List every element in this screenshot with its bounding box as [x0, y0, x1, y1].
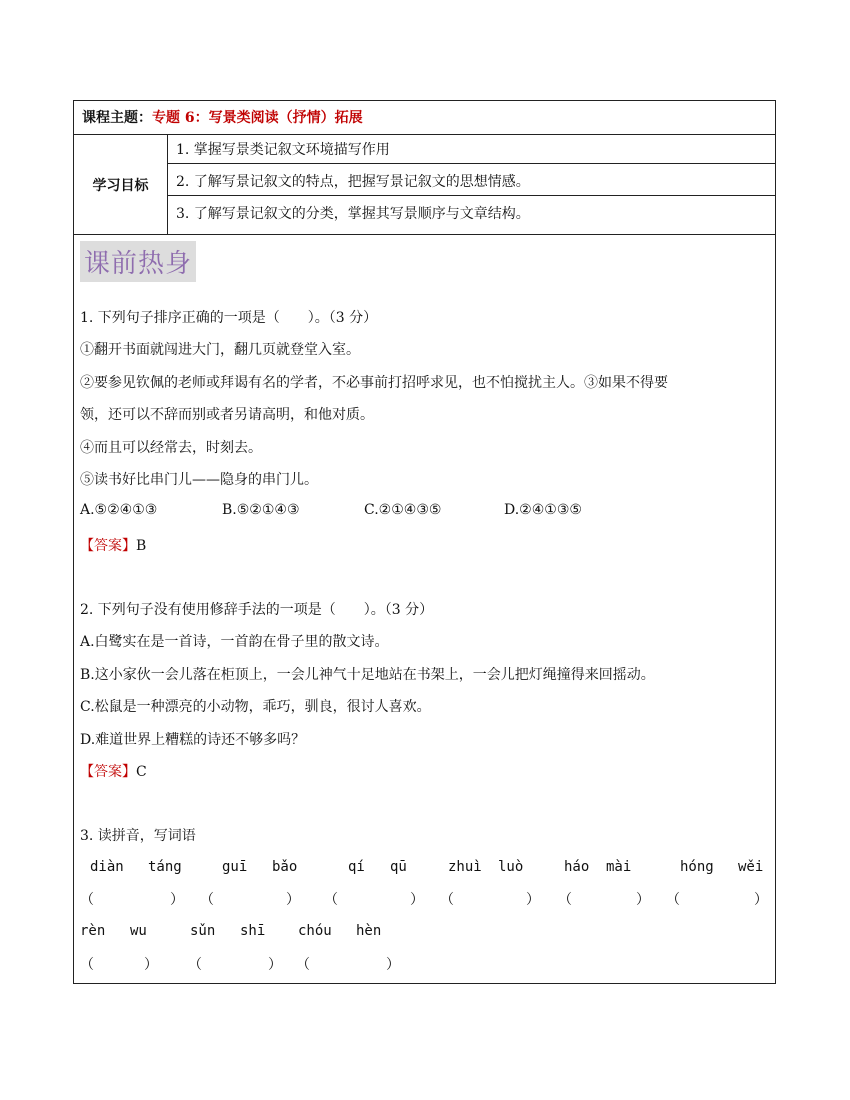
pinyin-syllable: qū — [390, 859, 407, 875]
course-topic — [82, 107, 363, 127]
answer-blank-open: （ — [324, 892, 338, 908]
pinyin-syllable: chóu — [298, 923, 332, 939]
answer-blank-close: ） — [268, 957, 282, 973]
answer-blank-open: （ — [188, 957, 202, 973]
answer-blank-close: ） — [636, 892, 650, 908]
q3-stem: 3. 读拼音，写词语 — [80, 828, 196, 844]
q1-option-a: A.⑤②④①③ — [80, 502, 158, 518]
topic-row — [74, 101, 775, 135]
goal-divider — [168, 163, 775, 164]
q2-answer — [80, 761, 147, 781]
pinyin-syllable: hèn — [356, 923, 382, 939]
goal-item: 3. 了解写景记叙文的分类，掌握其写景顺序与文章结构。 — [176, 206, 530, 222]
answer-tag: 【答案】 — [80, 538, 136, 554]
q2-stem: 2. 下列句子没有使用修辞手法的一项是（ ）。（3 分） — [80, 602, 434, 618]
warmup-heading: 课前热身 — [80, 241, 196, 282]
q2-option-a: A.白鹭实在是一首诗，一首韵在骨子里的散文诗。 — [80, 634, 389, 650]
pinyin-syllable: qí — [348, 859, 365, 875]
goal-item: 2. 了解写景记叙文的特点，把握写景记叙文的思想情感。 — [176, 174, 530, 190]
pinyin-syllable: rèn — [80, 923, 106, 939]
answer-value: B — [136, 538, 147, 554]
answer-value: C — [136, 764, 147, 780]
pinyin-syllable: táng — [148, 859, 182, 875]
q1-sentence: ②要参见钦佩的老师或拜谒有名的学者，不必事前打招呼求见，也不怕搅扰主人。③如果不得要 — [80, 375, 668, 391]
answer-blank-close: ） — [526, 892, 540, 908]
answer-blank-close: ） — [410, 892, 424, 908]
topic-value: 专题 6：写景类阅读（抒情）拓展 — [152, 110, 363, 126]
pinyin-syllable: háo — [564, 859, 590, 875]
pinyin-syllable: zhuì — [448, 859, 482, 875]
q1-stem: 1. 下列句子排序正确的一项是（ ）。（3 分） — [80, 310, 378, 326]
goals-label: 学习目标 — [74, 135, 168, 234]
q1-option-b: B.⑤②①④③ — [222, 502, 300, 518]
q1-sentence: ①翻开书面就闯进大门，翻几页就登堂入室。 — [80, 342, 360, 358]
worksheet-table — [73, 100, 776, 984]
q1-sentence: 领，还可以不辞而别或者另请高明，和他对质。 — [80, 407, 374, 423]
answer-blank-open: （ — [296, 957, 310, 973]
answer-blank-close: ） — [754, 892, 768, 908]
answer-blank-open: （ — [200, 892, 214, 908]
answer-blank-open: （ — [440, 892, 454, 908]
q1-sentence: ④而且可以经常去，时刻去。 — [80, 440, 262, 456]
pinyin-syllable: wu — [130, 923, 147, 939]
pinyin-syllable: hóng — [680, 859, 714, 875]
pinyin-syllable: diàn — [90, 859, 124, 875]
pinyin-syllable: bǎo — [272, 859, 298, 875]
goals-row — [74, 135, 775, 235]
q1-option-d: D.②④①③⑤ — [504, 502, 582, 518]
answer-blank-open: （ — [666, 892, 680, 908]
q1-answer — [80, 535, 146, 555]
pinyin-syllable: wěi — [738, 859, 764, 875]
q1-option-c: C.②①④③⑤ — [364, 502, 442, 518]
q2-option-d: D.难道世界上糟糕的诗还不够多吗？ — [80, 732, 306, 748]
goal-divider — [168, 195, 775, 196]
topic-label: 课程主题： — [82, 110, 152, 126]
answer-blank-open: （ — [80, 892, 94, 908]
q2-option-c: C.松鼠是一种漂亮的小动物，乖巧，驯良，很讨人喜欢。 — [80, 699, 431, 715]
answer-blank-close: ） — [386, 957, 400, 973]
q1-sentence: ⑤读书好比串门儿——隐身的串门儿。 — [80, 472, 318, 488]
answer-blank-open: （ — [558, 892, 572, 908]
pinyin-syllable: guī — [222, 859, 248, 875]
answer-blank-close: ） — [286, 892, 300, 908]
pinyin-syllable: sǔn — [190, 923, 216, 939]
pinyin-syllable: mài — [606, 859, 632, 875]
answer-blank-open: （ — [80, 957, 94, 973]
pinyin-syllable: luò — [498, 859, 524, 875]
answer-blank-close: ） — [170, 892, 184, 908]
answer-tag: 【答案】 — [80, 764, 136, 780]
goal-item: 1. 掌握写景类记叙文环境描写作用 — [176, 142, 390, 158]
q2-option-b: B.这小家伙一会儿落在柜顶上，一会儿神气十足地站在书架上，一会儿把灯绳撞得来回摇动。 — [80, 667, 655, 683]
answer-blank-close: ） — [144, 957, 158, 973]
pinyin-syllable: shī — [240, 923, 266, 939]
